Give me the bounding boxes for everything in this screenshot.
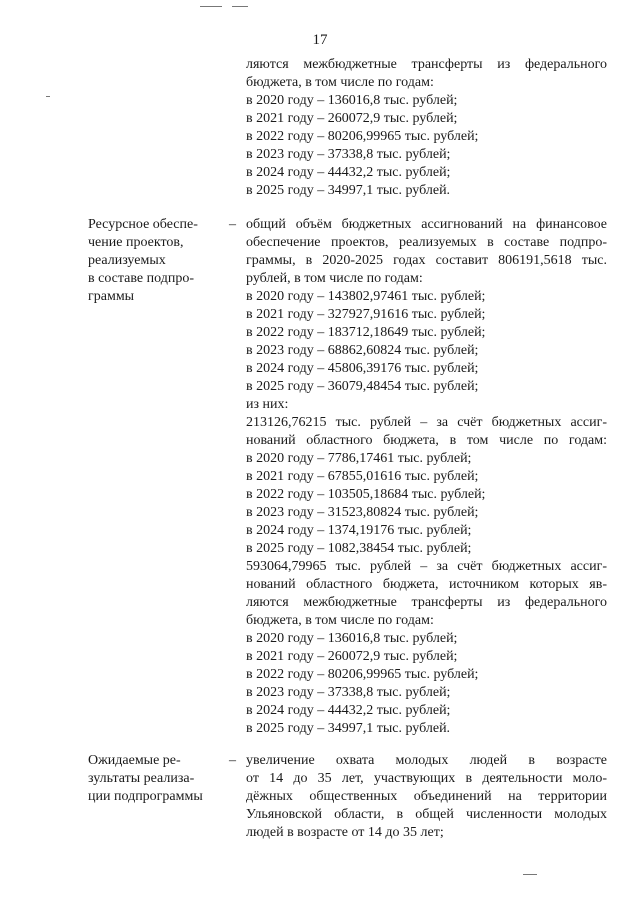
text-line: ляются межбюджетные трансферты из федерального — [246, 57, 607, 72]
text-line: в 2023 году – 37338,8 тыс. рублей; — [246, 685, 451, 700]
text-line: в 2021 году – 260072,9 тыс. рублей; — [246, 649, 458, 664]
page-number: 17 — [312, 32, 328, 48]
text-line: обеспечение проектов, реализуемых в составе подпро- — [246, 235, 607, 250]
text-line: дёжных общественных объединений на территории — [246, 789, 607, 804]
text-line: в 2022 году – 80206,99965 тыс. рублей; — [246, 129, 479, 144]
text-line: 213126,76215 тыс. рублей – за счёт бюджетных ассиг- — [246, 415, 607, 430]
text-line: в 2020 году – 143802,97461 тыс. рублей; — [246, 289, 486, 304]
section-label: граммы — [88, 289, 135, 304]
text-line: от 14 до 35 лет, участвующих в деятельности моло- — [246, 771, 607, 786]
text-line: в 2022 году – 103505,18684 тыс. рублей; — [246, 487, 486, 502]
text-line: в 2024 году – 44432,2 тыс. рублей; — [246, 703, 451, 718]
text-line: в 2023 году – 31523,80824 тыс. рублей; — [246, 505, 479, 520]
text-line: в 2020 году – 7786,17461 тыс. рублей; — [246, 451, 472, 466]
text-line: Ульяновской области, в общей численности молодых — [246, 807, 607, 822]
scan-artifact — [200, 6, 222, 7]
section-dash: – — [229, 753, 236, 768]
text-line: в 2023 году – 37338,8 тыс. рублей; — [246, 147, 451, 162]
text-line: в 2024 году – 44432,2 тыс. рублей; — [246, 165, 451, 180]
text-line: в 2025 году – 34997,1 тыс. рублей. — [246, 183, 451, 198]
text-line: нований областного бюджета, в том числе по годам: — [246, 433, 607, 448]
section-label: ции подпрограммы — [88, 789, 203, 804]
text-line: 593064,79965 тыс. рублей – за счёт бюджетных ассиг- — [246, 559, 607, 574]
text-line: граммы, в 2020-2025 годах составит 806191,5618 тыс. — [246, 253, 607, 268]
section-label: зультаты реализа- — [88, 771, 195, 786]
section-label: Ожидаемые ре- — [88, 753, 181, 768]
text-line: в 2021 году – 327927,91616 тыс. рублей; — [246, 307, 486, 322]
text-line: бюджета, в том числе по годам: — [246, 75, 434, 90]
text-line: общий объём бюджетных ассигнований на финансовое — [246, 217, 607, 232]
text-line: в 2022 году – 80206,99965 тыс. рублей; — [246, 667, 479, 682]
text-line: в 2020 году – 136016,8 тыс. рублей; — [246, 93, 458, 108]
text-line: бюджета, в том числе по годам: — [246, 613, 434, 628]
section-label: чение проектов, — [88, 235, 184, 250]
section-label: Ресурсное обеспе- — [88, 217, 198, 232]
text-line: из них: — [246, 397, 289, 412]
scan-artifact — [232, 6, 248, 7]
section-label: в составе подпро- — [88, 271, 194, 286]
text-line: в 2024 году – 1374,19176 тыс. рублей; — [246, 523, 472, 538]
text-line: в 2025 году – 1082,38454 тыс. рублей; — [246, 541, 472, 556]
text-line: в 2021 году – 67855,01616 тыс. рублей; — [246, 469, 479, 484]
text-line: нований областного бюджета, источником которых яв- — [246, 577, 607, 592]
text-line: в 2021 году – 260072,9 тыс. рублей; — [246, 111, 458, 126]
text-line: увеличение охвата молодых людей в возрасте — [246, 753, 607, 768]
text-line: в 2023 году – 68862,60824 тыс. рублей; — [246, 343, 479, 358]
text-line: в 2025 году – 34997,1 тыс. рублей. — [246, 721, 451, 736]
text-line: в 2025 году – 36079,48454 тыс. рублей; — [246, 379, 479, 394]
text-line: в 2022 году – 183712,18649 тыс. рублей; — [246, 325, 486, 340]
text-line: в 2024 году – 45806,39176 тыс. рублей; — [246, 361, 479, 376]
section-dash: – — [229, 217, 236, 232]
text-line: в 2020 году – 136016,8 тыс. рублей; — [246, 631, 458, 646]
section-label: реализуемых — [88, 253, 166, 268]
scan-artifact — [46, 96, 50, 97]
text-line: рублей, в том числе по годам: — [246, 271, 423, 286]
scan-artifact — [523, 874, 537, 875]
text-line: людей в возрасте от 14 до 35 лет; — [246, 825, 444, 840]
text-line: ляются межбюджетные трансферты из федерального — [246, 595, 607, 610]
